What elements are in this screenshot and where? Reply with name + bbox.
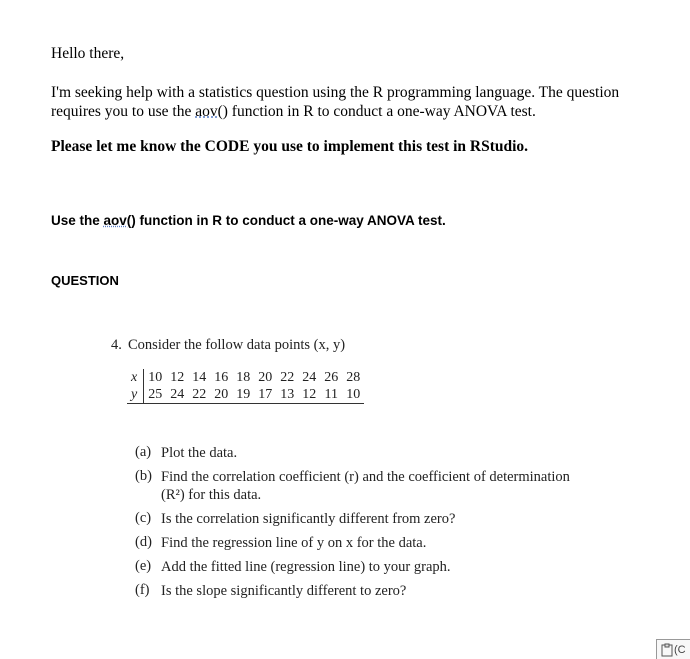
table-cell: 22: [188, 386, 210, 404]
part-text: Find the correlation coefficient (r) and the coefficient of determination: [161, 469, 570, 485]
greeting: Hello there,: [51, 45, 125, 62]
instruction-fn: aov(): [103, 213, 136, 228]
part-text: Find the regression line of y on x for the data.: [161, 535, 427, 551]
instruction-post: function in R to conduct a one-way ANOVA test.: [135, 213, 446, 228]
table-cell: 12: [298, 386, 320, 404]
row-label-y: y: [127, 386, 144, 404]
table-cell: 18: [236, 369, 251, 385]
table-cell: 19: [232, 386, 254, 404]
intro-text-1: I'm seeking help with a statistics question using the R programming language. The question requires you to use the: [51, 84, 620, 120]
part-text: Is the correlation significantly different from zero?: [161, 511, 456, 527]
table-cell: 28: [346, 369, 361, 385]
intro-paragraph: [51, 83, 671, 121]
aov-function-name: aov(): [195, 103, 228, 120]
table-cell: 12: [170, 369, 185, 385]
table-cell: 24: [302, 369, 317, 385]
question-text: [128, 337, 345, 354]
part-label: (d): [135, 534, 152, 550]
part-label: (f): [135, 582, 150, 598]
instruction-text: [51, 213, 446, 228]
table-cell: 26: [324, 369, 339, 385]
table-cell: 17: [254, 386, 276, 404]
paste-options-label: (C: [674, 643, 686, 656]
part-text-continued: (R²) for this data.: [161, 487, 262, 503]
table-cell: 10: [148, 369, 163, 385]
part-label: (e): [135, 558, 152, 574]
data-table: [127, 369, 364, 404]
table-cell: 13: [276, 386, 298, 404]
question-text-content: Consider the follow data points (x, y): [128, 337, 346, 353]
table-cell: 10: [342, 386, 364, 404]
table-cell: 20: [210, 386, 232, 404]
request-text: Please let me know the CODE you use to implement this test in RStudio.: [51, 138, 529, 155]
table-row-x: [127, 369, 364, 386]
part-label: (b): [135, 468, 152, 484]
table-cell: 11: [320, 386, 342, 404]
intro-text-2: function in R to conduct a one-way ANOVA test.: [227, 103, 536, 120]
part-text: Plot the data.: [161, 445, 238, 461]
table-cell: 20: [258, 369, 273, 385]
table-cell: 22: [280, 369, 295, 385]
part-text: Is the slope significantly different to zero?: [161, 583, 407, 599]
paste-options-widget[interactable]: [656, 639, 690, 659]
table-cell: 24: [166, 386, 188, 404]
question-number: 4.: [111, 337, 122, 353]
part-label: (c): [135, 510, 152, 526]
part-label: (a): [135, 444, 152, 460]
question-heading: QUESTION: [51, 273, 119, 288]
table-cell: 25: [144, 386, 167, 404]
instruction-pre: Use the: [51, 213, 104, 228]
table-cell: 14: [192, 369, 207, 385]
table-cell: 16: [214, 369, 229, 385]
clipboard-icon: [660, 643, 674, 657]
row-label-x: x: [127, 369, 144, 386]
part-text: Add the fitted line (regression line) to your graph.: [161, 559, 451, 575]
table-row-y: [127, 386, 364, 404]
